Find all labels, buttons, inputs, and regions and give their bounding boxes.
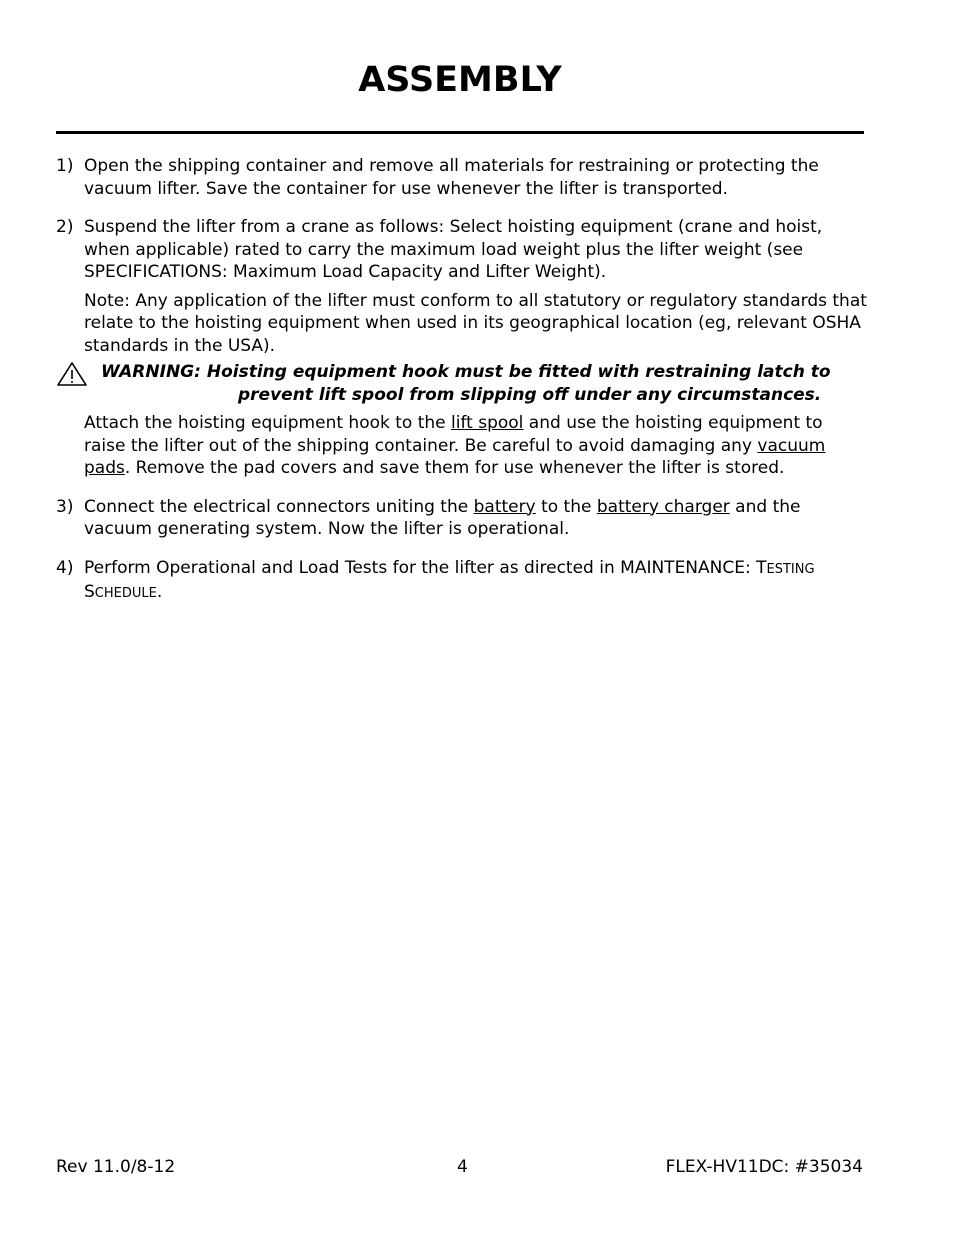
vacuum-pads-term: vacuum pads (84, 435, 826, 478)
step-number: 2) (56, 217, 74, 237)
step-text (84, 496, 868, 541)
step-number: 1) (56, 156, 74, 176)
warning-text-line-1: WARNING: Hoisting equipment hook must be fitted with restraining latch to (101, 362, 831, 382)
page-title: ASSEMBLY (358, 60, 562, 100)
text-segment: and the vacuum generating system. Now the lifter is operational. (84, 496, 801, 539)
text-segment: to the (535, 496, 597, 517)
text-segment: Perform Operational and Load Tests for the lifter as directed in MAINTENANCE: (84, 557, 757, 578)
text-segment: and use the hoisting equipment to raise the lifter out of the shipping container. Be careful to avoid damaging any (84, 413, 823, 456)
step-note: Note: Any application of the lifter must conform to all statutory or regulatory standards that relate to the hoisting equipment when used in its geographical location (eg, relevant OSHA standards in the USA). (84, 290, 867, 356)
step-3 (56, 496, 868, 541)
attach-instructions (84, 412, 868, 480)
assembly-steps (56, 155, 868, 606)
step-number: 4) (56, 557, 74, 578)
warning-block (56, 361, 868, 406)
small-caps-rest: CHEDULE (94, 586, 157, 601)
step-4 (56, 557, 868, 606)
small-caps-rest: ESTING (766, 561, 815, 577)
lift-spool-term: lift spool (451, 413, 524, 433)
text-segment: Connect the electrical connectors uniting the (84, 496, 474, 517)
battery-term: battery (473, 496, 536, 517)
small-caps-cap: S (84, 582, 95, 602)
text-segment: Attach the hoisting equipment hook to the (84, 413, 452, 433)
step-text: Suspend the lifter from a crane as follows: Select hoisting equipment (crane and hoist, when applicable) rated to carry the maximum load weight plus the lifter weight (see SPECIFICATIONS: Maximum Load Capacity and Lifter Weight). (84, 217, 823, 282)
footer-model: FLEX-HV11DC: #35034 (665, 1157, 863, 1177)
battery-charger-term: battery charger (596, 496, 730, 517)
warning-text-line-2: prevent lift spool from slipping off under any circumstances. (238, 384, 822, 405)
warning-triangle-icon (56, 361, 88, 387)
footer-page-number: 4 (457, 1157, 468, 1177)
title-divider (56, 131, 864, 134)
step-number: 3) (56, 496, 74, 517)
step-2 (56, 216, 868, 480)
step-1 (56, 155, 868, 200)
text-segment: . Remove the pad covers and save them for use whenever the lifter is stored. (124, 458, 785, 478)
small-caps-cap: T (756, 557, 767, 578)
text-segment: . (156, 582, 163, 602)
footer-revision: Rev 11.0/8-12 (56, 1157, 176, 1177)
step-text (84, 557, 868, 606)
step-text: Open the shipping container and remove all materials for restraining or protecting the vacuum lifter. Save the container for use whenever the lifter is transported. (84, 156, 819, 199)
